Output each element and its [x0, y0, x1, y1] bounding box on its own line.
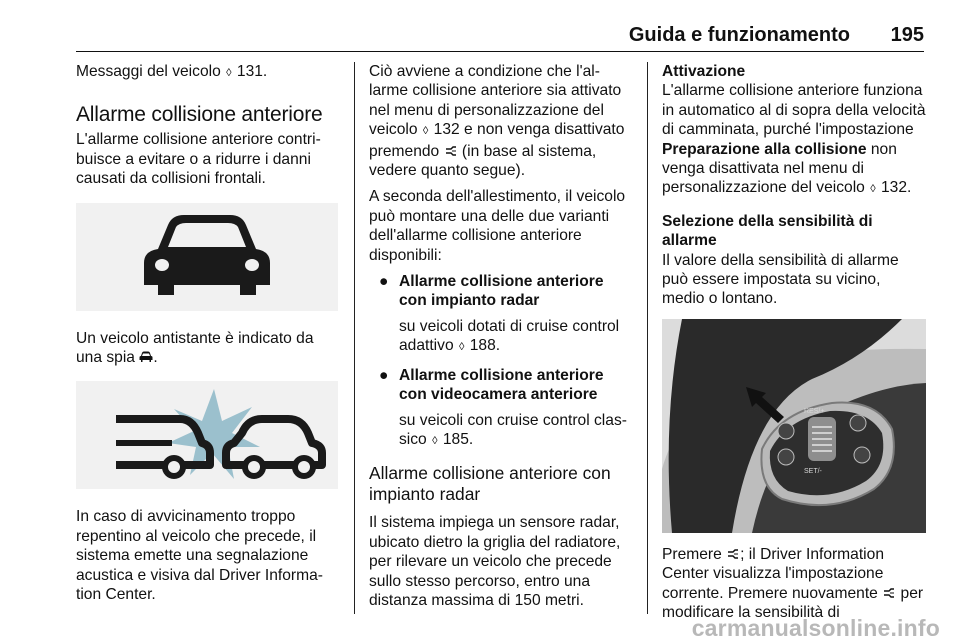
intro-text: L'allarme collisione anteriore contri- buisce a evitare o a ridurre i danni causati da collisioni frontali.	[76, 131, 321, 188]
page-ref-link[interactable]: 132.	[880, 179, 912, 197]
column-left	[76, 62, 338, 611]
sensitivity-text: Il valore della sensibilità di allarme può essere impostata su vicino, medio o lontano.	[662, 251, 899, 308]
bullet-icon: ●	[379, 366, 389, 384]
variants-paragraph: A seconda dell'allestimento, il veicolo può montare una delle due varianti dell'allarme collisione anteriore disponibili:	[369, 188, 626, 264]
page-ref-arrow-icon: ◊	[458, 341, 465, 354]
list-item: ● Allarme collisione anteriore con videocamera anteriore	[379, 366, 604, 404]
radar-text: Il sistema impiega un sensore radar, ubicato dietro la griglia del radiatore, per rilevare un veicolo che precede sullo stesso percorso, entro una distanza massima di 150 metri.	[369, 514, 621, 609]
res-label: RES/+	[804, 407, 825, 415]
spia-caption: Un veicolo antistante è indicato da una spia .	[76, 329, 314, 367]
activation-text: L'allarme collisione anteriore funziona in automatico al di sopra della velocità di camminata, purché l'impostazione Preparazione alla collisione non venga disattivata nel menu di personalizzazione del veicolo ◊ 132.	[662, 81, 926, 199]
condition-paragraph: Ciò avviene a condizione che l'al- larme collisione anteriore sia attivato nel menu di personalizzazione del veicolo ◊ 132 e non venga disattivato premendo (in base al sistema, vedere quanto segue).	[369, 63, 625, 180]
page-ref-link[interactable]: 185.	[442, 430, 474, 448]
section-heading: Allarme collisione anteriore	[76, 103, 323, 127]
page-ref-arrow-icon: ◊	[226, 67, 232, 79]
bullet-icon: ●	[379, 273, 389, 291]
page-ref-arrow-icon: ◊	[870, 183, 876, 196]
instruction-text: Premere ; il Driver Information Center visualizza l'impostazione corrente. Premere nuovamente per modificare la sensibilità di	[662, 545, 924, 622]
activation-heading: Attivazione	[662, 63, 746, 80]
vehicle-ahead-icon	[76, 203, 338, 311]
header-rule	[76, 51, 924, 52]
page-ref-link[interactable]: 188.	[469, 337, 501, 355]
collision-warning-figure	[76, 381, 338, 489]
collision-warning-icon	[76, 381, 338, 489]
collision-button-icon	[444, 145, 458, 157]
chapter-title: Guida e funzionamento	[628, 24, 850, 46]
sensitivity-heading: Selezione della sensibilità di allarme	[662, 212, 873, 250]
steering-wheel-illustration	[662, 319, 926, 533]
page-ref-link[interactable]: 132	[433, 121, 460, 139]
watermark: carmanualsonline.info	[691, 615, 940, 641]
collision-button-icon	[726, 548, 740, 560]
page-header	[0, 0, 960, 52]
collision-button-icon	[882, 587, 896, 599]
steering-wheel-photo	[662, 319, 926, 533]
column-middle	[369, 62, 633, 617]
vehicle-ahead-icon	[139, 351, 153, 363]
set-label: SET/-	[804, 467, 822, 475]
page-ref-link[interactable]: 131.	[236, 63, 268, 80]
subsection-heading: Allarme collisione anteriore con impianto radar	[369, 463, 611, 505]
list-item: ● Allarme collisione anteriore con impianto radar	[379, 273, 604, 310]
column-divider	[647, 62, 648, 614]
column-divider	[354, 62, 355, 614]
column-right	[662, 62, 926, 630]
list-item-description: su veicoli con cruise control clas- sico ◊ 185.	[369, 411, 633, 452]
list-item-description: su veicoli dotati di cruise control adattivo ◊ 188.	[369, 317, 633, 358]
warning-text: In caso di avvicinamento troppo repentino al veicolo che precede, il sistema emette una segnalazione acustica e visiva dal Driver Informa- tion Center.	[76, 508, 323, 604]
page-number: 195	[890, 24, 924, 46]
car-ahead-figure	[76, 203, 338, 311]
page-ref-arrow-icon: ◊	[432, 434, 438, 447]
page-ref-arrow-icon: ◊	[422, 125, 429, 138]
ref-line: Messaggi del veicolo ◊ 131.	[76, 62, 338, 83]
